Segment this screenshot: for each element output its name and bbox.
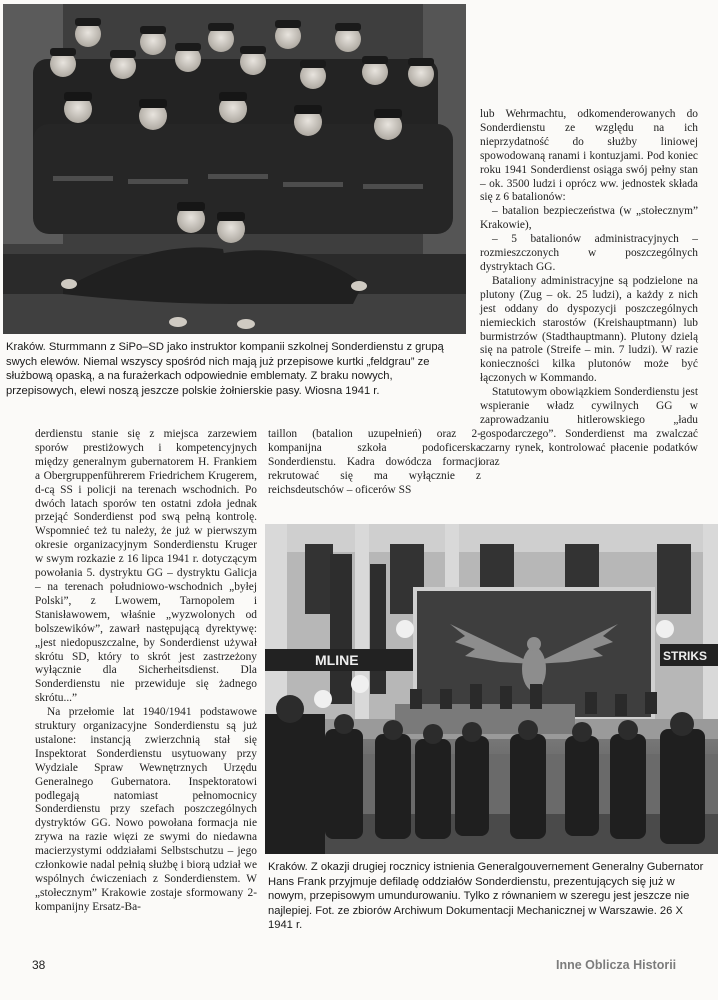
photo-caption-1: Kraków. Sturmmann z SiPo–SD jako instruktor kompanii szkolnej Sonderdienstu z grupą swych elewów. Niemal wszyscy spośród nich mają już przepisowe kurtki „feldgrau” ze służbową opaską, a na furażerkach odpowiednie emblematy. Z braku nowych, przepisowych, elewi noszą jeszcze polskie żołnierskie pasy. Wiosna 1941 r. xyxy=(6,341,444,397)
list-item: – batalion bezpieczeństwa (w „stołecznym” Krakowie), xyxy=(480,205,698,232)
text-column-left xyxy=(35,428,257,915)
text-column-right-top xyxy=(480,108,698,470)
paragraph: Na przełomie lat 1940/1941 podstawowe struktury organizacyjne Sonderdienstu są już ustalone: instancją zwierzchnią stał się Inspektorat Sonderdienstu usytuowany przy Wydziale Spraw Wewnętrznych Urzędu Generalnego Gubernatora. Inspektoratowi podlegają natomiast pełnomocnicy Sonderdienstu przy szefach poszczególnych dystryktów GG. Nowo powołana formacja nie zrywa na razie więzi ze swymi do niedawna macierzystymi oddziałami Selbstschutzu – jego członkowie nadal pełnią służbę i biorą udział we wspólnych ćwiczeniach z Sonderdienstem. W „stołecznym” Krakowie zostaje sformowany 2-kompanijny Ersatz-Ba- xyxy=(35,706,257,913)
paragraph: Bataliony administracyjne są podzielone na plutony (Zug – ok. 25 ludzi), a każdy z nich jest oddany do dyspozycji poszczególnych niemieckich starostów (Kreishauptmann) lub burmistrzów (Stadthauptmann). Plutony dzielą się na patrole (Streife – min. 7 ludzi). W razie konieczności kilka plutonów może być łączonych w Kommando. xyxy=(480,274,698,385)
parade-photo-icon xyxy=(265,524,718,854)
group-photo xyxy=(3,4,466,334)
paragraph: lub Wehrmachtu, odkomenderowanych do Sonderdienstu ze względu na ich nieprzydatność do służby liniowej spowodowaną ranami i kontuzjami. Pod koniec roku 1941 Sonderdienst osiąga swój pełny stan – ok. 3500 ludzi i oprócz ww. jednostek składa się z 6 batalionów: xyxy=(480,108,698,204)
page-number: 38 xyxy=(32,958,46,972)
list-item: – 5 batalionów administracyjnych – rozmieszczonych w poszczególnych dystryktach GG. xyxy=(480,233,698,273)
magazine-name: Inne Oblicza Historii xyxy=(556,958,677,972)
photo-caption-2: Kraków. Z okazji drugiej rocznicy istnienia Generalgouvernement Generalny Gubernator Hans Frank przyjmuje defiladę oddziałów Sonderdienstu, prezentujących się już w nowym, przepisowym umundurowaniu. Tylko z równaniem w szeregu jest jeszcze nie najlepiej. Fot. ze zbiorów Archiwum Dokumentacji Mechanicznej w Warszawie. 26 X 1941 r. xyxy=(268,861,704,931)
paragraph: Statutowym obowiązkiem Sonderdienstu jest wspieranie władz cywilnych GG w zaprowadzaniu hitlerowskiego „ładu gospodarczego”. Sonderdienst ma zwalczać czarny rynek, kontrolować płacenie podatków oraz xyxy=(480,386,698,468)
parade-photo xyxy=(265,524,718,854)
text-column-middle xyxy=(268,428,481,498)
group-photo-soldiers-icon xyxy=(3,4,466,334)
paragraph: taillon (batalion uzupełnień) oraz 2-kompanijna szkoła podoficerska Sonderdienstu. Kadra dowódcza formacji rekrutować się ma wyłącznie z reichsdeutschów – oficerów SS xyxy=(268,428,481,496)
paragraph: derdienstu stanie się z miejsca zarzewiem sporów prestiżowych i kompetencyjnych między generalnym gubernatorem H. Frankiem a Obergruppenführerem Friedrichem Krugerem, d-cą SS i policji na terenach wschodnich. Po dwóch latach sporów ten ostatni zdoła jednak przejąć Sonderdienst pod swą pełną kontrolę. Wspomnieć też tu należy, że już w pierwszym okresie organizacyjnym Sonderdienstu Kruger w swym rozkazie z 16 lipca 1941 r. dotyczącym powołania 5. dystryktu GG – dystryktu Galicja – na terenach południowo-wschodnich „byłej Polski”, z Lwowem, Tarnopolem i Stanisławowem, właśnie „wyzwolonych od bolszewików”, zawarł następującą dyrektywę: „jest niedopuszczalne, by Sonderdienst używał skrótu SD, który to skrót jest zastrzeżony wyłącznie dla Sicherheitsdienst. Dla Sonderdienstu nie przewiduje się żadnego skrótu...” xyxy=(35,428,257,705)
shop-sign-right: STRIKS xyxy=(663,649,708,663)
shop-sign-left: MLINE xyxy=(315,652,359,668)
